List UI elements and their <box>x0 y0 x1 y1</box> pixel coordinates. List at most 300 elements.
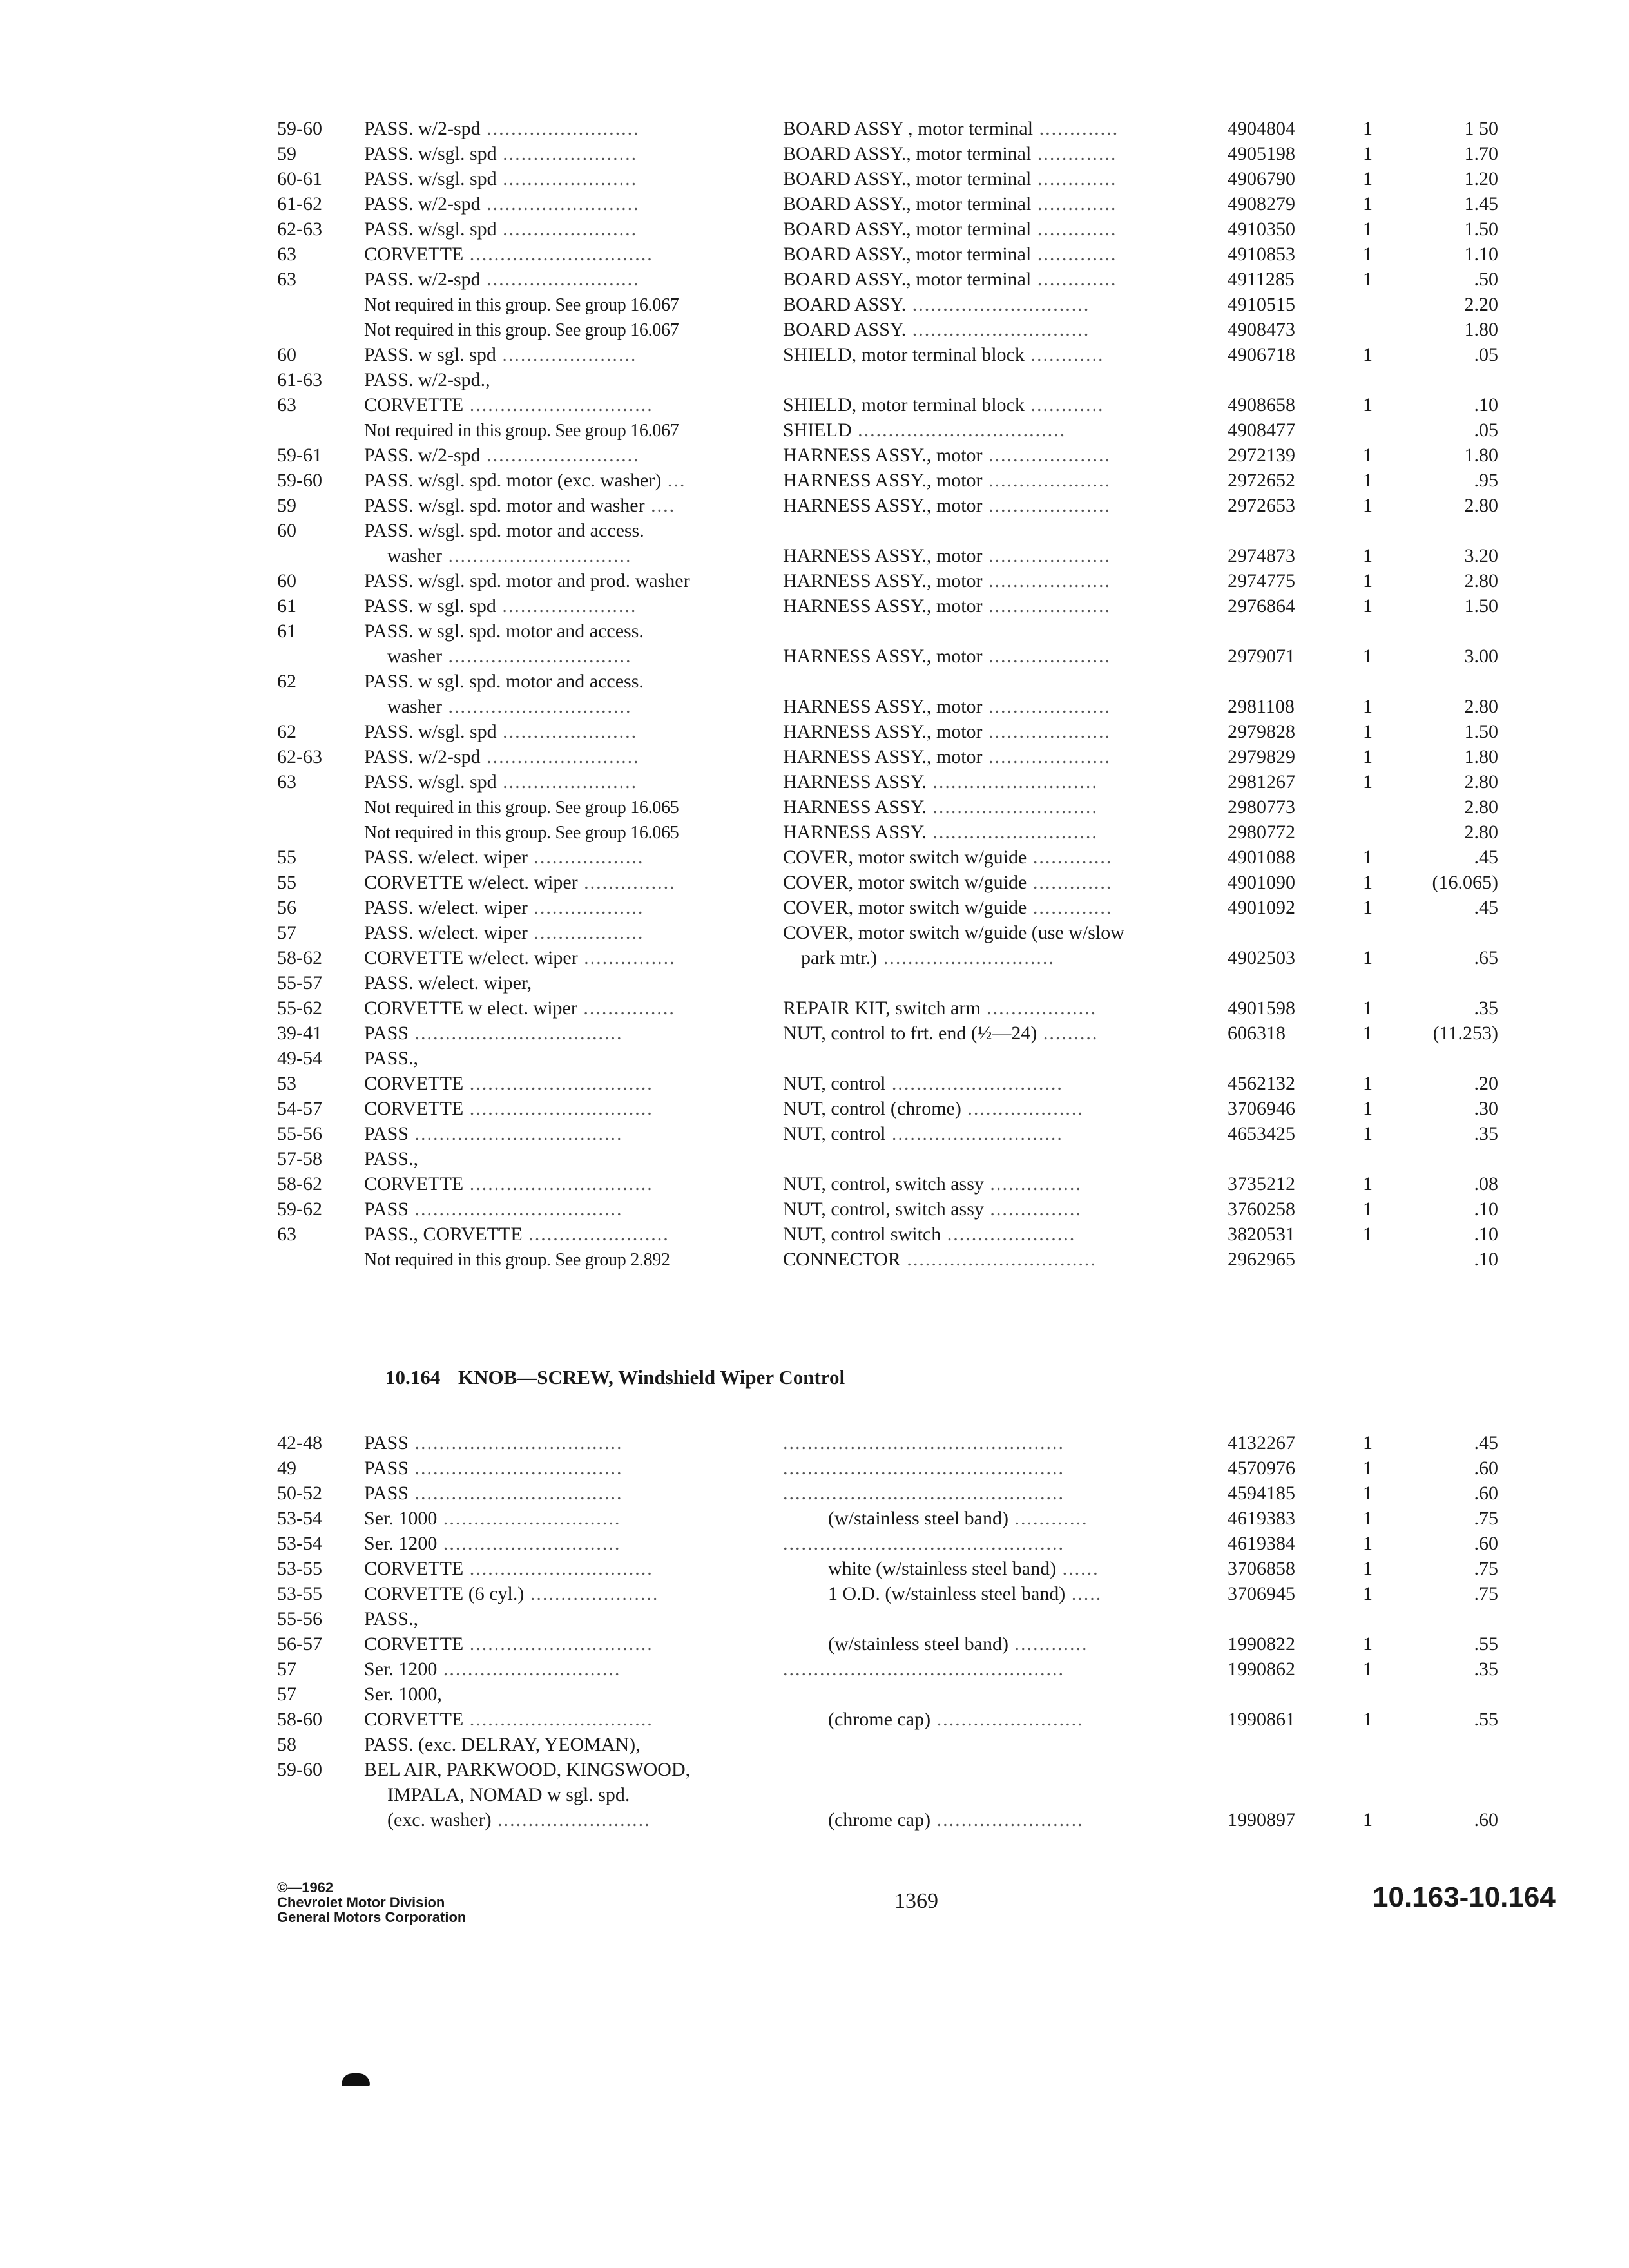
price-cell: .45 <box>1474 1432 1498 1454</box>
part-number-cell: 4901088 <box>1228 847 1295 868</box>
leader-dots: ......................... <box>480 118 640 139</box>
leader-dots: ............. <box>1031 269 1117 290</box>
model-text: PASS., <box>364 1608 418 1629</box>
year-cell: 53 <box>277 1073 296 1094</box>
model-cell <box>364 1096 699 1121</box>
year-cell: 59 <box>277 143 296 164</box>
description-cell <box>783 920 1221 945</box>
model-cell <box>364 820 699 845</box>
part-number-cell: 3735212 <box>1228 1173 1295 1195</box>
leader-dots: ............. <box>1027 872 1113 893</box>
leader-dots: .................. <box>527 922 644 943</box>
quantity-cell: 1 <box>1363 269 1373 290</box>
model-text: PASS. w/2-spd., <box>364 369 490 390</box>
model-cell <box>364 619 699 644</box>
model-cell <box>364 1807 722 1832</box>
description-cell <box>783 719 1221 744</box>
ink-smudge <box>342 2073 370 2086</box>
group-reference: 10.163-10.164 <box>1373 1881 1556 1913</box>
price-cell: 1.70 <box>1464 143 1498 164</box>
description-cell <box>783 242 1221 267</box>
price-cell: 2.80 <box>1464 771 1498 793</box>
leader-dots: .................. <box>980 997 1097 1019</box>
part-number-cell: 4911285 <box>1228 269 1295 290</box>
leader-dots: .............................. <box>463 394 653 416</box>
model-text: PASS. w/2-spd <box>364 193 481 215</box>
section-number: 10.164 <box>385 1366 441 1389</box>
quantity-cell: 1 <box>1363 570 1373 591</box>
part-number-cell: 4908658 <box>1228 394 1295 416</box>
model-cell <box>364 493 699 518</box>
leader-dots: .............................. <box>463 1558 653 1579</box>
model-text: PASS. w/elect. wiper <box>364 847 528 868</box>
part-number-cell: 2976864 <box>1228 595 1295 617</box>
model-text: (exc. washer) <box>387 1809 492 1831</box>
model-text: PASS. w sgl. spd. motor and access. <box>364 671 644 692</box>
price-cell: 2.80 <box>1464 570 1498 591</box>
year-cell: 59-60 <box>277 1759 322 1780</box>
price-cell: .45 <box>1474 897 1498 918</box>
part-number-cell: 2979071 <box>1228 646 1295 667</box>
model-text: PASS <box>364 1123 409 1144</box>
description-text: BOARD ASSY. <box>783 319 907 340</box>
quantity-cell: 1 <box>1363 1457 1373 1479</box>
model-text: PASS. w sgl. spd <box>364 595 496 617</box>
leader-dots: .................................. <box>408 1123 623 1144</box>
leader-dots: ........................... <box>926 822 1098 843</box>
model-cell <box>364 116 699 141</box>
leader-dots: .................... <box>982 445 1112 466</box>
quantity-cell: 1 <box>1363 771 1373 793</box>
description-cell <box>783 1021 1221 1046</box>
model-cell <box>364 970 699 995</box>
model-cell <box>364 1456 699 1481</box>
description-text: HARNESS ASSY., motor <box>783 746 983 767</box>
part-number-cell: 4904804 <box>1228 118 1295 139</box>
leader-dots: ............. <box>1031 143 1117 164</box>
description-text: HARNESS ASSY., motor <box>783 470 983 491</box>
leader-dots: .............................. <box>463 1073 653 1094</box>
model-cell <box>364 418 699 443</box>
part-number-cell: 3760258 <box>1228 1198 1295 1220</box>
description-cell <box>783 769 1221 794</box>
leader-dots: ............................... <box>900 1249 1097 1270</box>
model-cell <box>364 1071 699 1096</box>
part-number-cell: 2980773 <box>1228 796 1295 818</box>
price-cell: 2.20 <box>1464 294 1498 315</box>
year-cell: 59-61 <box>277 445 322 466</box>
model-text: Not required in this group. See group 16.065 <box>364 798 679 818</box>
quantity-cell: 1 <box>1363 168 1373 189</box>
description-text: NUT, control, switch assy <box>783 1173 984 1195</box>
year-cell: 61-62 <box>277 193 322 215</box>
part-number-cell: 4906790 <box>1228 168 1295 189</box>
price-cell: .75 <box>1474 1508 1498 1529</box>
leader-dots: ......................... <box>491 1809 651 1831</box>
description-text: CONNECTOR <box>783 1249 901 1270</box>
model-cell <box>364 1556 699 1581</box>
quantity-cell: 1 <box>1363 847 1373 868</box>
model-cell <box>364 895 699 920</box>
leader-dots: ......................... <box>480 193 640 215</box>
description-cell <box>783 1222 1221 1247</box>
description-text: NUT, control switch <box>783 1224 941 1245</box>
year-cell: 55-56 <box>277 1123 322 1144</box>
model-cell <box>364 593 699 619</box>
leader-dots: ............ <box>1024 394 1104 416</box>
description-text: HARNESS ASSY. <box>783 771 927 793</box>
year-cell: 57 <box>277 1658 296 1680</box>
part-number-cell: 1990861 <box>1228 1709 1295 1730</box>
leader-dots: .................... <box>982 721 1112 742</box>
description-text: BOARD ASSY., motor terminal <box>783 218 1032 240</box>
leader-dots: ...................... <box>496 771 638 793</box>
description-cell <box>783 116 1221 141</box>
model-cell <box>364 518 699 543</box>
price-cell: 1.50 <box>1464 595 1498 617</box>
price-cell: .60 <box>1474 1809 1498 1831</box>
leader-dots: ............................ <box>885 1073 1063 1094</box>
year-cell: 63 <box>277 1224 296 1245</box>
year-cell: 53-54 <box>277 1533 322 1554</box>
leader-dots: ......... <box>1037 1023 1099 1044</box>
section-title: KNOB—SCREW, Windshield Wiper Control <box>458 1366 845 1389</box>
description-text: NUT, control to frt. end (½—24) <box>783 1023 1037 1044</box>
part-number-cell: 4562132 <box>1228 1073 1295 1094</box>
leader-dots: ............. <box>1031 244 1117 265</box>
year-cell: 63 <box>277 244 296 265</box>
quantity-cell: 1 <box>1363 696 1373 717</box>
model-text: PASS. w sgl. spd. motor and access. <box>364 620 644 642</box>
model-text: Not required in this group. See group 16.065 <box>364 823 679 843</box>
quantity-cell: 1 <box>1363 897 1373 918</box>
part-number-cell: 4910350 <box>1228 218 1295 240</box>
model-continuation-text: washer <box>387 545 442 566</box>
quantity-cell: 1 <box>1363 394 1373 416</box>
leader-dots: .................................. <box>408 1483 623 1504</box>
price-cell: .65 <box>1474 947 1498 968</box>
model-cell <box>364 1196 699 1222</box>
model-cell <box>364 1707 699 1732</box>
model-cell <box>364 141 699 166</box>
description-text: (chrome cap) <box>828 1809 931 1831</box>
leader-dots: ............................. <box>906 319 1090 340</box>
leader-dots: .................... <box>982 570 1112 591</box>
leader-dots: ............. <box>1027 847 1113 868</box>
model-text: PASS. w/sgl. spd. motor and prod. washer <box>364 570 690 591</box>
description-cell <box>783 1247 1221 1272</box>
leader-dots: ............. <box>1027 897 1113 918</box>
model-cell <box>364 945 699 970</box>
model-cell <box>364 1757 699 1782</box>
description-text: HARNESS ASSY. <box>783 796 927 818</box>
model-cell <box>364 242 699 267</box>
year-cell: 59-60 <box>277 470 322 491</box>
year-cell: 55-57 <box>277 972 322 994</box>
model-text: PASS., <box>364 1148 418 1169</box>
part-number-cell: 4910853 <box>1228 244 1295 265</box>
quantity-cell: 1 <box>1363 1633 1373 1655</box>
leader-dots: ........................ <box>930 1809 1084 1831</box>
model-text: PASS. w/elect. wiper, <box>364 972 532 994</box>
model-text: PASS. w/sgl. spd <box>364 143 497 164</box>
year-cell: 61-63 <box>277 369 322 390</box>
part-number-cell: 3706945 <box>1228 1583 1295 1604</box>
description-cell <box>783 945 1239 970</box>
model-continuation-text: washer <box>387 646 442 667</box>
description-text: NUT, control, switch assy <box>783 1198 984 1220</box>
year-cell: 59-60 <box>277 118 322 139</box>
model-text: CORVETTE w/elect. wiper <box>364 947 578 968</box>
leader-dots: ........................... <box>926 796 1098 818</box>
model-cell <box>364 995 699 1021</box>
quantity-cell: 1 <box>1363 344 1373 365</box>
description-cell <box>783 443 1221 468</box>
part-number-cell: 2981267 <box>1228 771 1295 793</box>
leader-dots: .............................. <box>441 545 632 566</box>
description-text: BOARD ASSY., motor terminal <box>783 193 1032 215</box>
year-cell: 59 <box>277 495 296 516</box>
price-cell: .05 <box>1474 344 1498 365</box>
quantity-cell: 1 <box>1363 1558 1373 1579</box>
model-cell <box>364 166 699 191</box>
description-cell <box>783 1631 1266 1657</box>
price-cell: .35 <box>1474 1658 1498 1680</box>
description-cell <box>783 317 1221 342</box>
leader-dots: .................... <box>982 595 1112 617</box>
model-cell <box>364 317 699 343</box>
quantity-cell: 1 <box>1363 1508 1373 1529</box>
description-text: white (w/stainless steel band) <box>828 1558 1057 1579</box>
model-text: CORVETTE (6 cyl.) <box>364 1583 525 1604</box>
section-header <box>385 1366 845 1389</box>
part-number-cell: 606318 <box>1228 1023 1286 1044</box>
description-cell <box>783 1556 1266 1581</box>
leader-dots: ...................... <box>496 143 638 164</box>
price-cell: 1.80 <box>1464 746 1498 767</box>
description-text: HARNESS ASSY., motor <box>783 595 983 617</box>
description-text: HARNESS ASSY. <box>783 822 927 843</box>
model-text: CORVETTE <box>364 1173 464 1195</box>
part-number-cell: 4905198 <box>1228 143 1295 164</box>
model-cell <box>364 1430 699 1456</box>
price-cell: .60 <box>1474 1483 1498 1504</box>
model-cell <box>364 769 699 794</box>
year-cell: 62-63 <box>277 218 322 240</box>
description-cell <box>783 1456 1221 1481</box>
price-cell: 2.80 <box>1464 796 1498 818</box>
model-text: PASS. w/sgl. spd <box>364 721 497 742</box>
part-number-cell: 1990897 <box>1228 1809 1295 1831</box>
description-text: 1 O.D. (w/stainless steel band) <box>828 1583 1066 1604</box>
description-text: SHIELD, motor terminal block <box>783 344 1025 365</box>
model-cell <box>364 1682 699 1707</box>
quantity-cell: 1 <box>1363 1098 1373 1119</box>
price-cell: .30 <box>1474 1098 1498 1119</box>
quantity-cell: 1 <box>1363 1198 1373 1220</box>
description-cell <box>783 593 1221 619</box>
leader-dots: .............................. <box>441 696 632 717</box>
leader-dots: ............................. <box>906 294 1090 315</box>
part-number-cell: 4619383 <box>1228 1508 1295 1529</box>
model-text: Not required in this group. See group 16.067 <box>364 421 679 441</box>
model-text: PASS., CORVETTE <box>364 1224 523 1245</box>
quantity-cell: 1 <box>1363 470 1373 491</box>
part-number-cell: 4910515 <box>1228 294 1295 315</box>
quantity-cell: 1 <box>1363 193 1373 215</box>
price-cell: .35 <box>1474 1123 1498 1144</box>
price-cell: 3.00 <box>1464 646 1498 667</box>
quantity-cell: 1 <box>1363 595 1373 617</box>
part-number-cell: 2979829 <box>1228 746 1295 767</box>
description-text: COVER, motor switch w/guide <box>783 897 1027 918</box>
quantity-cell: 1 <box>1363 545 1373 566</box>
part-number-cell: 2972652 <box>1228 470 1295 491</box>
description-cell <box>783 820 1221 845</box>
model-cell <box>364 1222 699 1247</box>
model-cell <box>364 719 699 744</box>
leader-dots: .................. <box>527 847 644 868</box>
description-text: REPAIR KIT, switch arm <box>783 997 981 1019</box>
leader-dots: .................... <box>982 746 1112 767</box>
model-cell <box>364 191 699 216</box>
leader-dots: ............ <box>1008 1508 1088 1529</box>
description-cell <box>783 744 1221 769</box>
corporation-line: General Motors Corporation <box>277 1909 467 1925</box>
leader-dots: .................. <box>527 897 644 918</box>
quantity-cell: 1 <box>1363 646 1373 667</box>
price-cell: (16.065) <box>1432 872 1498 893</box>
price-cell: .60 <box>1474 1457 1498 1479</box>
model-text: PASS. w/elect. wiper <box>364 897 528 918</box>
price-cell: 1.20 <box>1464 168 1498 189</box>
description-text: NUT, control <box>783 1123 886 1144</box>
model-text: PASS. (exc. DELRAY, YEOMAN), <box>364 1734 641 1755</box>
model-cell <box>364 443 699 468</box>
description-cell <box>783 418 1221 443</box>
price-cell: 1.45 <box>1464 193 1498 215</box>
part-number-cell: 4908477 <box>1228 419 1295 441</box>
quantity-cell: 1 <box>1363 244 1373 265</box>
year-cell: 62 <box>277 721 296 742</box>
price-cell: 1 50 <box>1464 118 1498 139</box>
year-cell: 61 <box>277 595 296 617</box>
description-text: BOARD ASSY , motor terminal <box>783 118 1034 139</box>
leader-dots: ...................... <box>496 595 637 617</box>
model-cell <box>364 392 699 418</box>
model-text: PASS. w/elect. wiper <box>364 922 528 943</box>
model-cell <box>364 669 699 694</box>
description-text: HARNESS ASSY., motor <box>783 696 983 717</box>
description-text: HARNESS ASSY., motor <box>783 445 983 466</box>
description-cell <box>783 1481 1221 1506</box>
model-text: PASS. w/sgl. spd. motor and access. <box>364 520 644 541</box>
quantity-cell: 1 <box>1363 1432 1373 1454</box>
year-cell: 57-58 <box>277 1148 322 1169</box>
year-cell: 57 <box>277 922 296 943</box>
part-number-cell: 2972653 <box>1228 495 1295 516</box>
description-cell <box>783 1196 1221 1222</box>
model-text: PASS <box>364 1432 409 1454</box>
description-cell <box>783 216 1221 242</box>
price-cell: 1.80 <box>1464 445 1498 466</box>
model-cell <box>364 1531 699 1556</box>
leader-dots: .............................. <box>463 1173 653 1195</box>
year-cell: 53-54 <box>277 1508 322 1529</box>
year-cell: 50-52 <box>277 1483 322 1504</box>
year-cell: 55-56 <box>277 1608 322 1629</box>
model-text: PASS., <box>364 1048 418 1069</box>
description-cell <box>783 1071 1221 1096</box>
price-cell: .55 <box>1474 1709 1498 1730</box>
year-cell: 60 <box>277 570 296 591</box>
year-cell: 53-55 <box>277 1558 322 1579</box>
leader-dots: .................................. <box>408 1432 623 1454</box>
part-number-cell: 4653425 <box>1228 1123 1295 1144</box>
year-cell: 56-57 <box>277 1633 322 1655</box>
quantity-cell: 1 <box>1363 1173 1373 1195</box>
year-cell: 55 <box>277 872 296 893</box>
leader-dots: .............................. <box>463 244 653 265</box>
leader-dots: ............................. <box>437 1508 621 1529</box>
model-cell <box>364 1657 699 1682</box>
model-text: Ser. 1200 <box>364 1658 438 1680</box>
model-text: CORVETTE <box>364 1633 464 1655</box>
model-text: CORVETTE <box>364 244 464 265</box>
part-number-cell: 4906718 <box>1228 344 1295 365</box>
part-number-cell: 4901598 <box>1228 997 1295 1019</box>
year-cell: 57 <box>277 1684 296 1705</box>
description-text: HARNESS ASSY., motor <box>783 721 983 742</box>
description-cell <box>783 292 1221 317</box>
leader-dots: ....................... <box>522 1224 670 1245</box>
year-cell: 63 <box>277 771 296 793</box>
price-cell: .95 <box>1474 470 1498 491</box>
year-cell: 39-41 <box>277 1023 322 1044</box>
quantity-cell: 1 <box>1363 495 1373 516</box>
model-text: PASS <box>364 1457 409 1479</box>
quantity-cell: 1 <box>1363 445 1373 466</box>
leader-dots: .................... <box>982 545 1112 566</box>
quantity-cell: 1 <box>1363 1224 1373 1245</box>
model-cell <box>364 1021 699 1046</box>
year-cell: 58-62 <box>277 1173 322 1195</box>
description-cell <box>783 1657 1221 1682</box>
leader-dots: ............... <box>983 1198 1082 1220</box>
price-cell: 2.80 <box>1464 696 1498 717</box>
quantity-cell: 1 <box>1363 872 1373 893</box>
leader-dots: .................... <box>982 646 1112 667</box>
leader-dots: ............. <box>1031 168 1117 189</box>
model-text: IMPALA, NOMAD w sgl. spd. <box>387 1784 630 1805</box>
description-text: (w/stainless steel band) <box>828 1508 1008 1529</box>
model-cell <box>364 920 699 945</box>
leader-dots: ............... <box>577 872 676 893</box>
description-text: HARNESS ASSY., motor <box>783 646 983 667</box>
model-text: PASS. w/2-spd <box>364 118 481 139</box>
description-text: BOARD ASSY., motor terminal <box>783 244 1032 265</box>
description-text: HARNESS ASSY., motor <box>783 545 983 566</box>
model-text: Not required in this group. See group 16.067 <box>364 295 679 315</box>
leader-dots: ............... <box>577 947 676 968</box>
description-cell <box>783 1121 1221 1146</box>
leader-dots: ..... <box>1065 1583 1103 1604</box>
year-cell: 60-61 <box>277 168 322 189</box>
leader-dots: ...................... <box>496 168 638 189</box>
part-number-cell: 4908279 <box>1228 193 1295 215</box>
leader-dots: ...................... <box>496 344 637 365</box>
part-number-cell: 2962965 <box>1228 1249 1295 1270</box>
